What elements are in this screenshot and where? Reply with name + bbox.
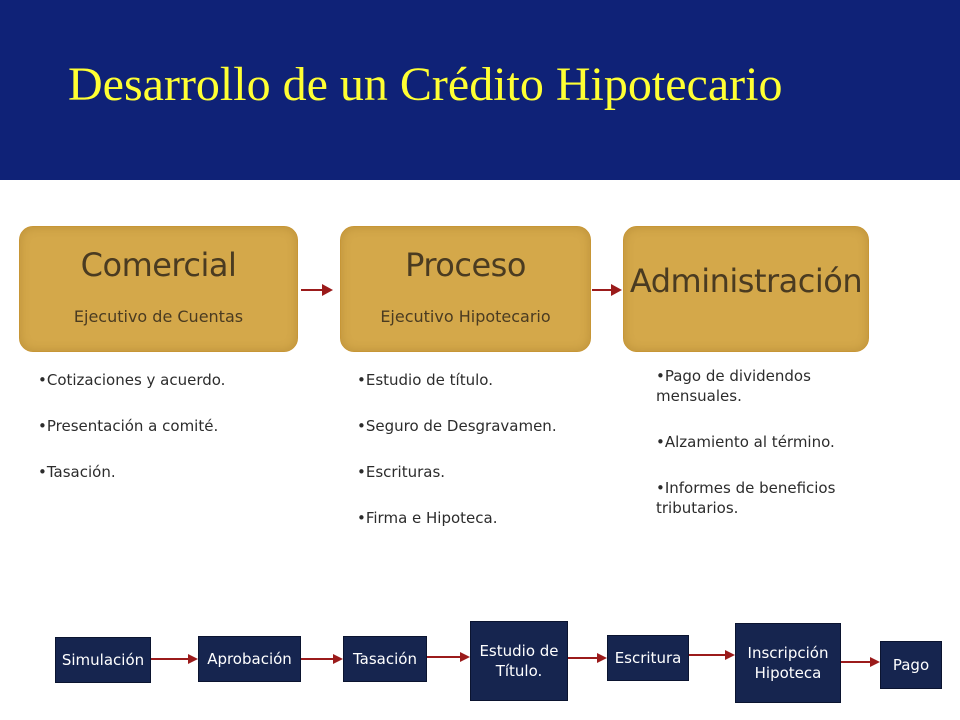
arrow-comercial-to-proceso: [300, 280, 336, 300]
stage-proceso: [340, 226, 591, 352]
arrow-aprobacion-to-tasacion: [301, 651, 344, 667]
list-item: •Escrituras.: [357, 463, 446, 481]
list-item: •Informes de beneficios tributarios.: [656, 479, 836, 517]
step-tasacion: Tasación: [343, 636, 427, 682]
arrow-inscripcion-to-pago: [841, 654, 881, 670]
step-simulacion: Simulación: [55, 637, 151, 683]
arrow-simulacion-to-aprobacion: [151, 651, 199, 667]
step-estudio-de-titulo: Estudio de Título.: [470, 621, 568, 701]
slide-title: Desarrollo de un Crédito Hipotecario: [68, 58, 783, 111]
title-banner: [0, 0, 960, 180]
list-item: •Pago de dividendos mensuales.: [656, 367, 811, 405]
step-aprobacion: Aprobación: [198, 636, 301, 682]
stage-title: Administración: [629, 262, 863, 300]
list-item: •Presentación a comité.: [38, 417, 219, 435]
list-item: •Estudio de título.: [357, 371, 493, 389]
stage-administracion: [623, 226, 869, 352]
stage-subtitle: Ejecutivo de Cuentas: [73, 307, 244, 326]
step-inscripcion-hipoteca: Inscripción Hipoteca: [735, 623, 841, 703]
arrow-escritura-to-inscripcion: [689, 647, 736, 663]
bullets-proceso: [357, 370, 597, 554]
list-item: •Tasación.: [38, 463, 116, 481]
arrow-tasacion-to-estudio: [427, 649, 471, 665]
stage-subtitle: Ejecutivo Hipotecario: [380, 307, 551, 326]
stage-title: Proceso: [405, 246, 526, 284]
list-item: •Cotizaciones y acuerdo.: [38, 371, 226, 389]
list-item: •Alzamiento al término.: [656, 433, 835, 451]
stage-title: Comercial: [80, 246, 237, 284]
arrow-proceso-to-administracion: [591, 280, 625, 300]
arrow-estudio-to-escritura: [568, 650, 608, 666]
list-item: •Seguro de Desgravamen.: [357, 417, 557, 435]
bullets-administracion: [656, 366, 836, 544]
step-pago: Pago: [880, 641, 942, 689]
list-item: •Firma e Hipoteca.: [357, 509, 498, 527]
stage-comercial: [19, 226, 298, 352]
bullets-comercial: [38, 370, 298, 508]
step-escritura: Escritura: [607, 635, 689, 681]
